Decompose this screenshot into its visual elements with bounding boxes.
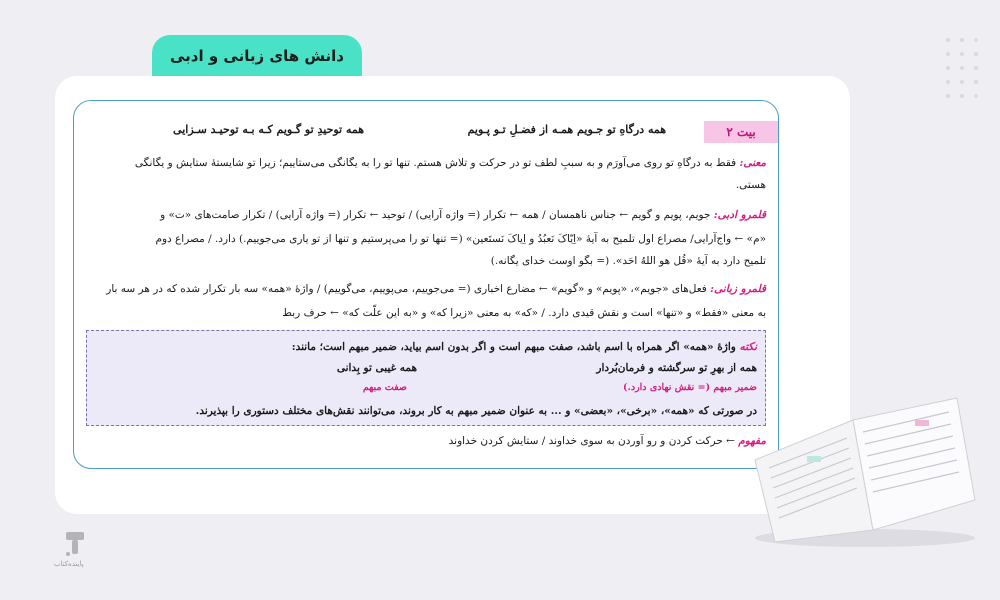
decorative-dots xyxy=(928,38,978,128)
brand-logo xyxy=(64,530,86,560)
note-example-left: همه غیبی تو بِدانی xyxy=(336,362,417,374)
book-page-excerpt xyxy=(73,100,779,469)
brand-logo-text: پاینده‌کتاب xyxy=(54,560,84,568)
literary-label: قلمرو ادبی: xyxy=(713,209,766,221)
concept-label: مفهوم xyxy=(738,435,766,447)
verse-label: بیت ۲ xyxy=(704,121,778,143)
linguistic-text-2: به معنی «فقط» و «تنها» است و نقش قیدی دارد. / «که» به معنی «زیرا که» و «به این علّت که» ← حرف ربط xyxy=(282,307,766,319)
note-label: نکته xyxy=(739,341,757,353)
concept-text: ← حرکت کردن و رو آوردن به سوی خداوند / ستایش کردن خداوند xyxy=(448,435,735,447)
note-example-right: همه از بهرِ تو سرگشته و فرمان‌بُردار xyxy=(596,362,757,374)
content-card xyxy=(55,76,850,514)
linguistic-label: قلمرو زبانی: xyxy=(710,283,766,295)
note-text: واژهٔ «همه» اگر همراه با اسم باشد، صفت مبهم است و اگر بدون اسم بیاید، ضمیر مبهم است؛ مانند: xyxy=(291,341,736,353)
note-text-3: در صورتی که «همه»، «برخی»، «بعضی» و ... به عنوان ضمیر مبهم به کار بروند، می‌توانند نقش‌های مختلف دستوری را بپذیرند. xyxy=(195,405,757,417)
open-book-illustration xyxy=(735,360,985,550)
verse-hemistich-2: همه توحیدِ تو گـویم کـه بـه توحیـد سـزایی xyxy=(173,123,364,136)
note-annotation-left: صفت مبهم xyxy=(362,382,407,393)
meaning-text-cont: هستی. xyxy=(735,179,766,191)
meaning-text: فقط به درگاهِ تو روی می‌آورَم و به سببِ لطف تو در حرکت و تلاش هستم. تنها تو را به یگانگی می‌ستاییم؛ زیرا تو شایستهٔ ستایش و یگانگی xyxy=(134,157,737,169)
meaning-label: معنی: xyxy=(739,157,766,169)
note-box xyxy=(86,330,766,426)
literary-text-2: «م» ← واج‌آرایی/ مصراع اول تلمیح به آیهٔ «اِیّاکَ نَعبُدُ و اِیاکَ نَستَعین» (= تنها تو را می‌پرستیم و تنها از تو یاری می‌جوییم.) دارد. / مصراع دوم xyxy=(155,233,766,245)
note-annotation-right: ضمیر مبهم (= نقش نهادی دارد.) xyxy=(623,382,757,393)
literary-text-3: تلمیح دارد به آیهٔ «قُل هو اللهُ احَد». (= بگو اوست خدای یگانه.) xyxy=(490,255,766,267)
section-tab: دانش های زبانی و ادبی xyxy=(152,35,362,77)
literary-text: جویم، پویم و گویم ← جناس ناهمسان / همه ← تکرار (= واژه آرایی) / توحید ← تکرار (= واژه آرایی) / تکرار صامت‌های «ت» و xyxy=(160,209,711,221)
linguistic-text: فعل‌های «جویم»، «پویم» و «گویم» ← مضارع اخباری (= می‌جوییم، می‌پوییم، می‌گوییم) / واژهٔ «همه» سه بار تکرار شده که در هر سه بار xyxy=(106,283,707,295)
verse-hemistich-1: همه درگاهِ تو جـویم همـه از فضـلِ تـو پـویم xyxy=(467,123,666,136)
